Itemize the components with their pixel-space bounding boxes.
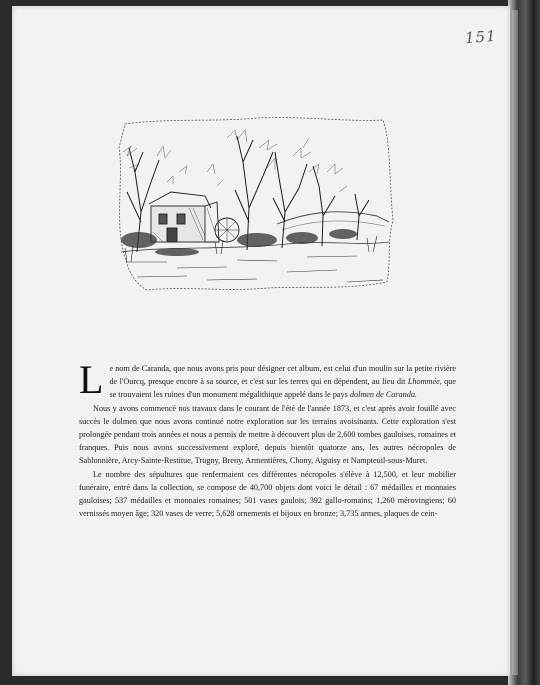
page-edges: [512, 10, 518, 675]
book-page: [12, 6, 510, 676]
folio-number: 151: [464, 26, 498, 48]
paragraph-1-emphasis-1: Lhommée: [407, 377, 440, 387]
paragraph-1-emphasis-2: dolmen de Caranda.: [349, 390, 417, 400]
paragraph-1-text-b: , que se trouvaient les ruines d'un monument mégalithique appelé dans le pays: [109, 377, 456, 400]
paragraph-1-text-a: e nom de Caranda, que nous avons pris pour désigner cet album, est celui d'un moulin sur la petite rivière de l'Ourcq, presque encore à sa source, et c'est sur les terres qui en dépendent, au lieu dit: [109, 364, 456, 387]
paragraph-1: [79, 357, 456, 402]
paragraph-2: Nous y avons commencé nos travaux dans le courant de l'été de l'année 1873, et c'est après avoir fouillé avec succès le dolmen que nous avons continué notre exploration sur les terrains avoisinants. Cette exploration s'est prolongée pendant trois années et nous a permis de mettre à découvert plus de 2,600 tombes gauloises, romaines et franques. Puis nous avons successivement exploré, depuis bientôt quatorze ans, les autres nécropoles de Sablonnière, Arcy-Sainte-Restitue, Trugny, Breny, Armentières, Chony, Aiguisy et Nampteuil-sous-Muret.: [79, 403, 456, 466]
paragraph-3: Le nombre des sépultures que renfermaient ces différentes nécropoles s'élève à 12,500, et leur mobilier funéraire, entré dans la collection, se compose de 40,700 objets dont voici le détail : 67 médailles et monnaies gauloises; 537 médailles et monnaies romaines; 501 vases gaulois; 392 gallo-romains; 1,260 mérovingiens; 60 vernissés moyen âge; 320 vases de verre; 5,628 ornements et bijoux en bronze; 3,735 armes, plaques de cein-: [79, 469, 456, 519]
drop-cap: L: [79, 357, 104, 402]
engraving-illustration: [107, 112, 397, 298]
body-text: [79, 357, 456, 520]
